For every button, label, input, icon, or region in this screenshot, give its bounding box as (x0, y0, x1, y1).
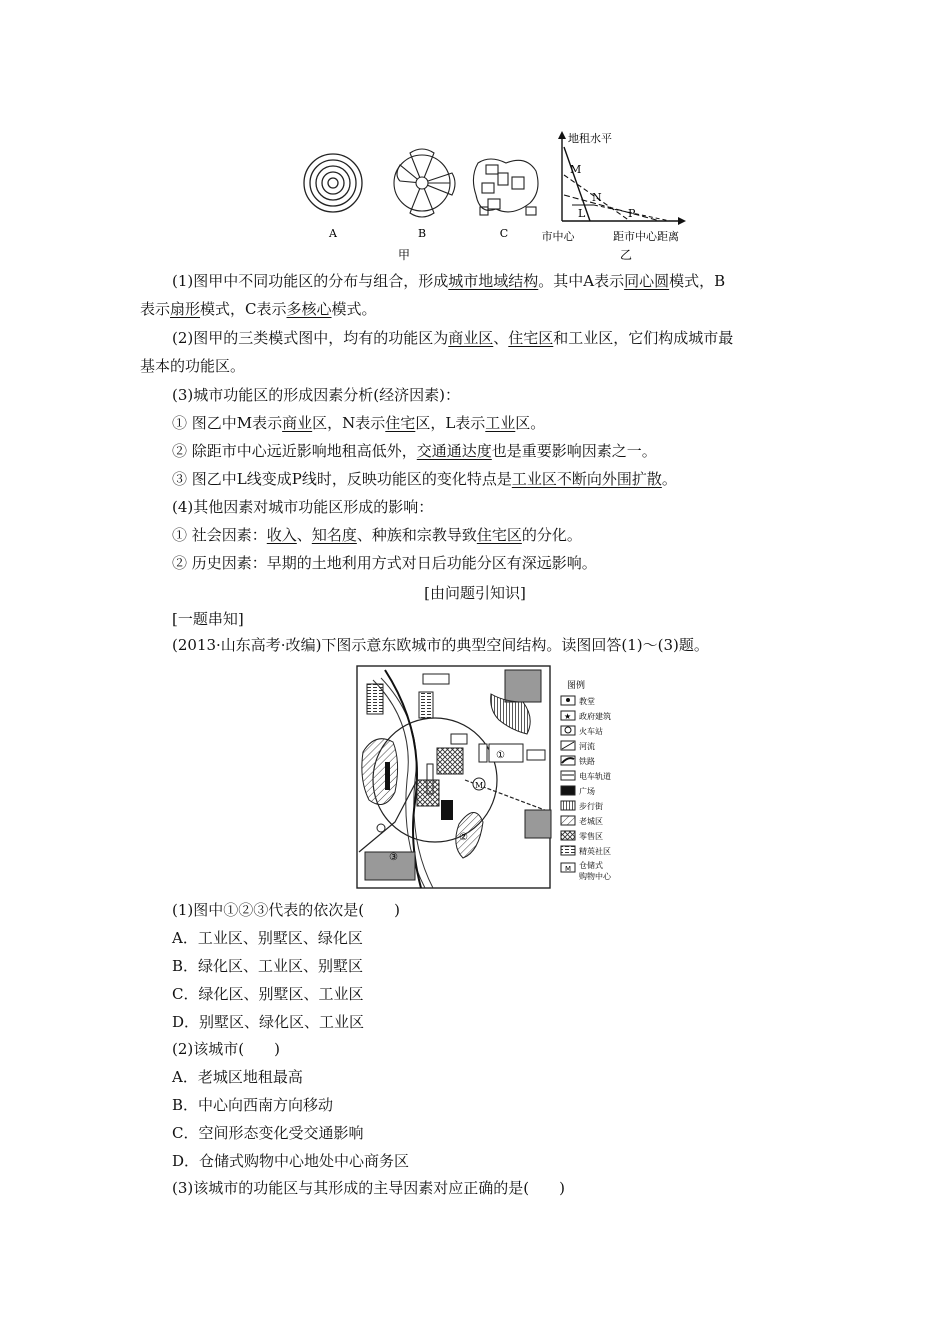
map-legend (561, 679, 612, 881)
p2-answer-2: 住宅区 (508, 329, 554, 347)
question-1-option-c[interactable]: C．绿化区、别墅区、工业区 (172, 985, 364, 1003)
question-2-option-d[interactable]: D．仓储式购物中心地处中心商务区 (172, 1152, 410, 1170)
legend-elite: 精英社区 (579, 847, 611, 856)
paragraph-4-item-2: ② 历史因素：早期的土地利用方式对日后功能分区有深远影响。 (172, 554, 597, 572)
p1-answer-4: 多核心 (286, 300, 332, 318)
map-mark-3: ③ (389, 852, 398, 863)
legend-oldtown: 老城区 (579, 817, 603, 826)
paragraph-4-heading: (4)其他因素对城市功能区形成的影响： (172, 498, 434, 516)
p3-1-text-d: 区。 (515, 414, 546, 432)
legend-title: 图例 (567, 681, 586, 691)
paragraph-3-heading: (3)城市功能区的形成因素分析(经济因素)： (172, 386, 460, 404)
p1-text-b: 。其中A表示 (538, 272, 625, 290)
p4-1-answer-2: 知名度 (311, 526, 357, 544)
p3-1-text-b: 区，N表示 (312, 414, 386, 432)
model-label-c: C (499, 227, 509, 240)
paragraph-1-line-2 (140, 296, 820, 323)
city-structure-map (355, 662, 655, 890)
curve-label-l: L (578, 207, 586, 220)
p3-2-text-b: 也是重要影响因素之一。 (491, 442, 657, 460)
p1-text-f: 模式。 (331, 300, 377, 318)
rent-graph-y-label: 地租水平 (568, 132, 612, 145)
sector-model-diagram (394, 149, 455, 217)
p4-1-text-b: 、 (296, 526, 312, 544)
legend-pedestrian: 步行街 (579, 802, 603, 811)
p4-1-answer-3: 住宅区 (476, 526, 522, 544)
legend-gov: 政府建筑 (579, 712, 611, 721)
p4-1-text-a: ① 社会因素： (172, 526, 267, 544)
p1-text-d: 表示 (140, 300, 171, 318)
urban-models-figure (300, 125, 690, 265)
curve-label-n: N (592, 191, 602, 204)
p2-text-b: 、 (493, 329, 509, 347)
p3-1-text-c: 区，L表示 (415, 414, 486, 432)
model-label-a: A (329, 227, 337, 240)
p3-1-answer-3: 工业 (485, 414, 516, 432)
rent-graph-origin-label: 市中心 (541, 230, 575, 243)
paragraph-3-item-1 (172, 410, 852, 437)
p1-text-e: 模式，C表示 (200, 300, 287, 318)
legend-warehouse-1: 仓储式 (579, 861, 603, 870)
legend-river: 河流 (579, 742, 595, 751)
question-1-option-a[interactable]: A．工业区、别墅区、绿化区 (172, 929, 363, 947)
p2-text-a: (2)图甲的三类模式图中，均有的功能区为 (172, 329, 449, 347)
svg-text:★: ★ (564, 712, 572, 721)
question-intro: (2013·山东高考·改编)下图示意东欧城市的典型空间结构。读图回答(1)～(3)题。 (172, 636, 709, 654)
question-2-stem: (2)该城市( ) (172, 1040, 280, 1058)
curve-label-m: M (570, 163, 582, 176)
question-2-option-a[interactable]: A．老城区地租最高 (172, 1068, 303, 1086)
p4-1-answer-1: 收入 (266, 526, 297, 544)
paragraph-4-item-1 (172, 522, 852, 549)
map-mark-m-1: M (475, 781, 484, 790)
caption-jia: 甲 (397, 248, 411, 262)
curve-label-p: P (628, 207, 636, 220)
map-mark-1: ① (496, 750, 505, 761)
p3-3-text-a: ③ 图乙中L线变成P线时，反映功能区的变化特点是 (172, 470, 512, 488)
p1-answer-1: 城市地域结构 (448, 272, 539, 290)
legend-m-mark: M (565, 865, 572, 873)
question-1-option-d[interactable]: D．别墅区、绿化区、工业区 (172, 1013, 365, 1031)
p2-text-c: 和工业区，它们构成城市最 (553, 329, 734, 347)
p1-answer-2: 同心圆 (624, 272, 670, 290)
p4-1-text-d: 的分化。 (521, 526, 582, 544)
p3-1-answer-1: 商业 (282, 414, 313, 432)
question-1-stem: (1)图中①②③代表的依次是( ) (172, 901, 400, 919)
p1-answer-3: 扇形 (170, 300, 201, 318)
question-2-option-c[interactable]: C．空间形态变化受交通影响 (172, 1124, 364, 1142)
p3-3-answer-1: 工业区不断向外围扩散 (511, 470, 662, 488)
p3-1-answer-2: 住宅 (385, 414, 416, 432)
paragraph-1-line-1 (172, 268, 852, 295)
paragraph-2-line-1 (172, 325, 852, 352)
p1-text-a: (1)图甲中不同功能区的分布与组合，形成 (172, 272, 449, 290)
map-mark-2: ② (459, 832, 468, 843)
p4-1-text-c: 、种族和宗教导致 (356, 526, 477, 544)
p1-text-c: 模式，B (669, 272, 726, 290)
legend-warehouse-2: 购物中心 (579, 872, 611, 881)
legend-railway: 铁路 (579, 757, 595, 766)
question-1-option-b[interactable]: B．绿化区、工业区、别墅区 (172, 957, 364, 975)
p3-1-text-a: ① 图乙中M表示 (172, 414, 283, 432)
p3-2-answer-1: 交通通达度 (416, 442, 492, 460)
subsection-title: [一题串知] (172, 610, 244, 628)
legend-tram: 电车轨道 (579, 772, 611, 781)
legend-retail: 零售区 (579, 832, 603, 841)
question-3-stem: (3)该城市的功能区与其形成的主导因素对应正确的是( ) (172, 1179, 565, 1197)
model-label-b: B (417, 227, 427, 240)
paragraph-3-item-2 (172, 438, 852, 465)
legend-church: 教堂 (579, 697, 595, 706)
concentric-model-diagram (304, 154, 362, 212)
p2-answer-1: 商业区 (448, 329, 494, 347)
section-title: [由问题引知识] (424, 584, 526, 602)
p3-2-text-a: ② 除距市中心远近影响地租高低外， (172, 442, 417, 460)
legend-square: 广场 (579, 787, 595, 796)
legend-station: 火车站 (579, 727, 603, 736)
rent-graph-x-label: 距市中心距离 (613, 230, 679, 243)
multi-nuclei-model-diagram (473, 159, 538, 215)
p3-3-text-b: 。 (661, 470, 677, 488)
caption-yi: 乙 (619, 248, 633, 262)
paragraph-3-item-3 (172, 466, 852, 493)
paragraph-2-line-2: 基本的功能区。 (140, 357, 246, 375)
question-2-option-b[interactable]: B．中心向西南方向移动 (172, 1096, 334, 1114)
